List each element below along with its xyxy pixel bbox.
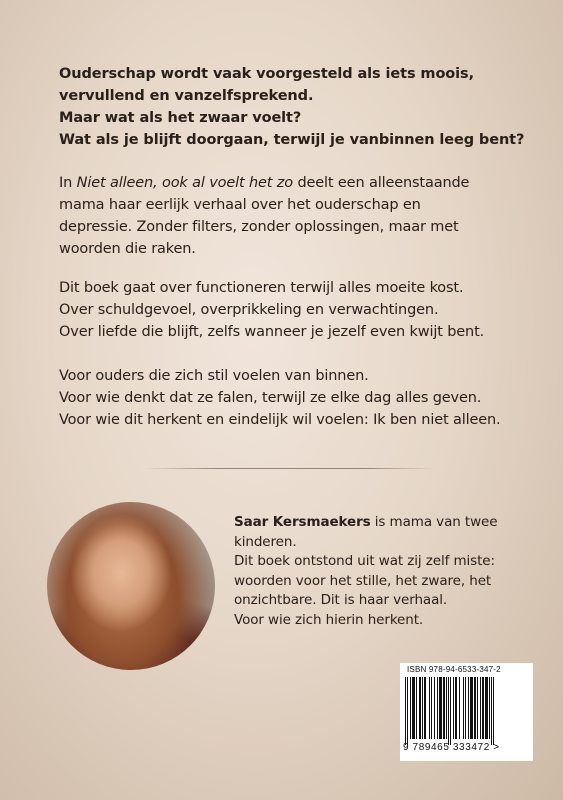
barcode-bar bbox=[459, 677, 460, 739]
barcode-bar bbox=[474, 677, 476, 739]
intro-line-3: Maar wat als het zwaar voelt? bbox=[59, 110, 302, 126]
barcode-bar bbox=[424, 677, 426, 739]
description-line-4: woorden die raken. bbox=[59, 241, 196, 257]
barcode-bar bbox=[437, 677, 438, 739]
audience-line-2: Voor wie denkt dat ze falen, terwijl ze elke dag alles geven. bbox=[59, 390, 482, 406]
barcode-bar bbox=[491, 677, 492, 745]
description-prefix: In bbox=[59, 175, 77, 191]
bio-line-1 bbox=[234, 513, 534, 533]
bio-line-5: onzichtbare. Dit is haar verhaal. bbox=[234, 592, 448, 608]
barcode-bar bbox=[429, 677, 430, 739]
barcode-bar bbox=[422, 677, 423, 739]
themes-line-2: Over schuldgevoel, overprikkeling en verwachtingen. bbox=[59, 302, 439, 318]
barcode-bar bbox=[465, 677, 466, 739]
barcode-bar bbox=[489, 677, 490, 739]
barcode-bar bbox=[448, 677, 449, 745]
barcode-bar bbox=[410, 677, 411, 739]
author-photo bbox=[47, 502, 215, 670]
audience-paragraph bbox=[59, 365, 529, 431]
intro-line-2: vervullend en vanzelfsprekend. bbox=[59, 88, 314, 104]
author-bio bbox=[234, 513, 534, 630]
barcode-bar bbox=[446, 677, 447, 739]
audience-line-1: Voor ouders die zich stil voelen van binnen. bbox=[59, 368, 369, 384]
description-line-1-rest: deelt een alleenstaande bbox=[292, 175, 470, 191]
book-title: Niet alleen, ook al voelt het zo bbox=[76, 175, 293, 191]
bio-line-6: Voor wie zich hierin herkent. bbox=[234, 611, 424, 628]
barcode-bar bbox=[485, 677, 488, 739]
barcode-bar bbox=[416, 677, 417, 739]
intro-line-1: Ouderschap wordt vaak voorgesteld als iets moois, bbox=[59, 66, 474, 82]
barcode-bar bbox=[419, 677, 421, 739]
description-line-1 bbox=[59, 172, 529, 194]
themes-paragraph bbox=[59, 277, 529, 343]
audience-line-3: Voor wie dit herkent en eindelijk wil voelen: Ik ben niet alleen. bbox=[59, 412, 501, 428]
bio-line-1-rest: is mama van twee bbox=[370, 514, 498, 530]
barcode-bar bbox=[453, 677, 454, 739]
barcode-bar bbox=[463, 677, 464, 739]
barcode-bar bbox=[439, 677, 442, 739]
barcode-bar bbox=[405, 677, 406, 745]
barcode-bar bbox=[443, 677, 445, 739]
themes-line-3: Over liefde die blijft, zelfs wanneer je jezelf even kwijt bent. bbox=[59, 324, 485, 340]
isbn-label: ISBN 978-94-6533-347-2 bbox=[407, 665, 501, 674]
barcode-bar bbox=[431, 677, 432, 739]
author-name: Saar Kersmaekers bbox=[234, 514, 371, 530]
bio-line-3: Dit boek ontstond uit wat zij zelf miste: bbox=[234, 553, 495, 569]
description-line-2: mama haar eerlijk verhaal over het ouderschap en bbox=[59, 197, 421, 213]
barcode-bar bbox=[493, 677, 494, 745]
barcode-bar bbox=[470, 677, 473, 739]
intro-paragraph bbox=[59, 63, 529, 151]
barcode-bar bbox=[482, 677, 484, 739]
book-description-paragraph bbox=[59, 172, 529, 260]
themes-line-1: Dit boek gaat over functioneren terwijl alles moeite kost. bbox=[59, 280, 464, 296]
barcode-bars bbox=[405, 677, 528, 745]
barcode-digits: 9 789465 333472 > bbox=[403, 742, 500, 753]
bio-line-2: kinderen. bbox=[234, 533, 297, 550]
barcode-bar bbox=[450, 677, 451, 745]
isbn-barcode bbox=[400, 663, 533, 761]
section-divider bbox=[145, 468, 435, 469]
barcode-bar bbox=[412, 677, 415, 739]
bio-line-4: woorden voor het stille, het zware, het bbox=[234, 572, 492, 589]
intro-line-4: Wat als je blijft doorgaan, terwijl je vanbinnen leeg bent? bbox=[59, 132, 525, 148]
barcode-bar bbox=[477, 677, 478, 739]
barcode-bar bbox=[434, 677, 435, 739]
description-line-3: depressie. Zonder filters, zonder oplossingen, maar met bbox=[59, 219, 459, 235]
barcode-bar bbox=[455, 677, 457, 739]
barcode-graphic bbox=[405, 677, 528, 745]
barcode-bar bbox=[468, 677, 469, 739]
barcode-bar bbox=[480, 677, 481, 739]
barcode-bar bbox=[407, 677, 408, 745]
